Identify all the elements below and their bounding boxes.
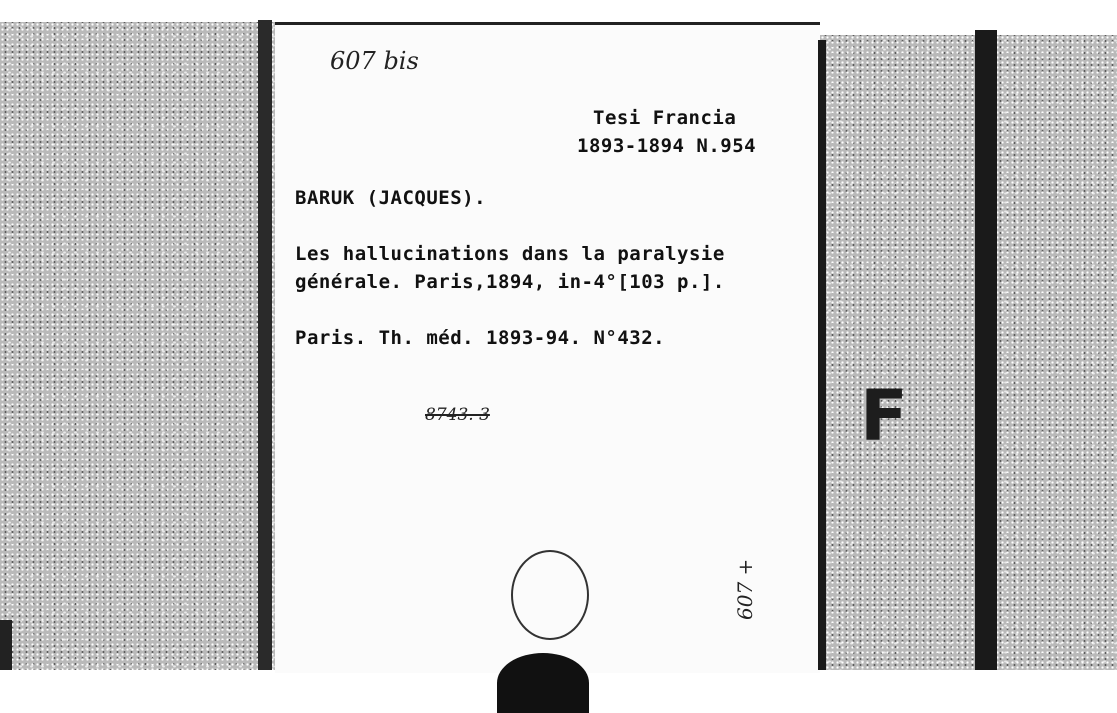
title-line-2: générale. Paris,1894, in-4°[103 p.]. — [295, 271, 725, 293]
dark-edge-stripe — [258, 20, 272, 670]
collection-label: Tesi Francia — [593, 107, 737, 129]
catalog-card — [275, 22, 820, 673]
handwritten-note: 607 bis — [330, 47, 419, 75]
dark-corner-mark — [0, 620, 12, 670]
black-disc-mark — [497, 653, 589, 713]
scan-background-right — [820, 35, 1117, 670]
card-right-edge — [818, 40, 826, 670]
punch-hole — [511, 550, 589, 640]
thesis-note: Paris. Th. méd. 1893-94. N°432. — [295, 327, 666, 349]
dark-divider-stripe — [975, 30, 997, 670]
scan-background-left — [0, 22, 275, 670]
scan-top-margin — [0, 0, 1117, 22]
stamp-letter: F — [860, 375, 908, 457]
struck-shelf-mark: 8743. 3 — [425, 405, 490, 425]
reference-number: 1893-1894 N.954 — [577, 135, 757, 157]
author-heading: BARUK (JACQUES). — [295, 187, 487, 209]
rotated-margin-note: 607 + — [733, 558, 757, 620]
title-line-1: Les hallucinations dans la paralysie — [295, 243, 725, 265]
